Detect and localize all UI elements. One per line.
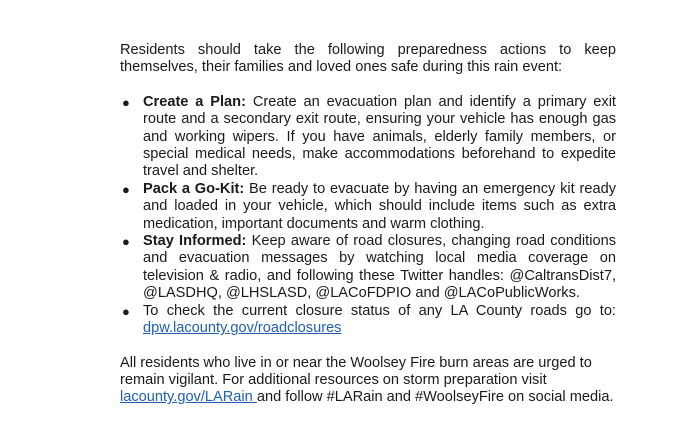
bullet-icon: ● <box>122 234 130 250</box>
closing-text-end: and follow #LARain and #WoolseyFire on social media. <box>256 389 614 406</box>
list-item-road-closures <box>120 303 616 338</box>
closing-paragraph <box>120 355 616 407</box>
item-text: Be ready to evacuate by having an emergency kit ready and loaded in your vehicle, which should include items such as extra medication, important documents and warm clothing. <box>143 180 616 232</box>
road-closures-link[interactable]: dpw.lacounty.gov/roadclosures <box>143 320 342 337</box>
item-text: Create an evacuation plan and identify a primary exit route and a secondary exit route, ensuring your vehicle has enough gas and working wipers. If you have animals, elderly family members, or special medical needs, make accommodations beforehand to expedite travel and shelter. <box>143 93 616 180</box>
item-heading: Pack a Go-Kit: <box>143 180 245 197</box>
intro-paragraph: Residents should take the following preparedness actions to keep themselves, their families and loved ones safe during this rain event: <box>120 42 616 76</box>
list-item-stay-informed <box>120 233 616 303</box>
bullet-icon: ● <box>122 94 130 110</box>
closing-text: All residents who live in or near the Woolsey Fire burn areas are urged to remain vigilant. For additional resources on storm preparation visit <box>120 354 592 388</box>
bullet-icon: ● <box>122 181 130 197</box>
document-body <box>120 42 616 407</box>
item-text: To check the current closure status of any LA County roads go to: <box>143 302 616 319</box>
larain-link[interactable]: lacounty.gov/LARain <box>120 389 257 406</box>
bullet-icon: ● <box>122 303 130 319</box>
item-heading: Stay Informed: <box>143 233 247 250</box>
item-text: Keep aware of road closures, changing road conditions and evacuation messages by watching local media coverage on television & radio, and following these Twitter handles: @CaltransDist7, @LASDHQ, @LHSLASD, @LACoFDPIO and @LACoPublicWorks. <box>143 233 616 302</box>
preparedness-actions-list <box>120 94 616 338</box>
list-item-go-kit <box>120 181 616 233</box>
list-item-create-plan <box>120 94 616 181</box>
item-heading: Create a Plan: <box>143 93 246 110</box>
